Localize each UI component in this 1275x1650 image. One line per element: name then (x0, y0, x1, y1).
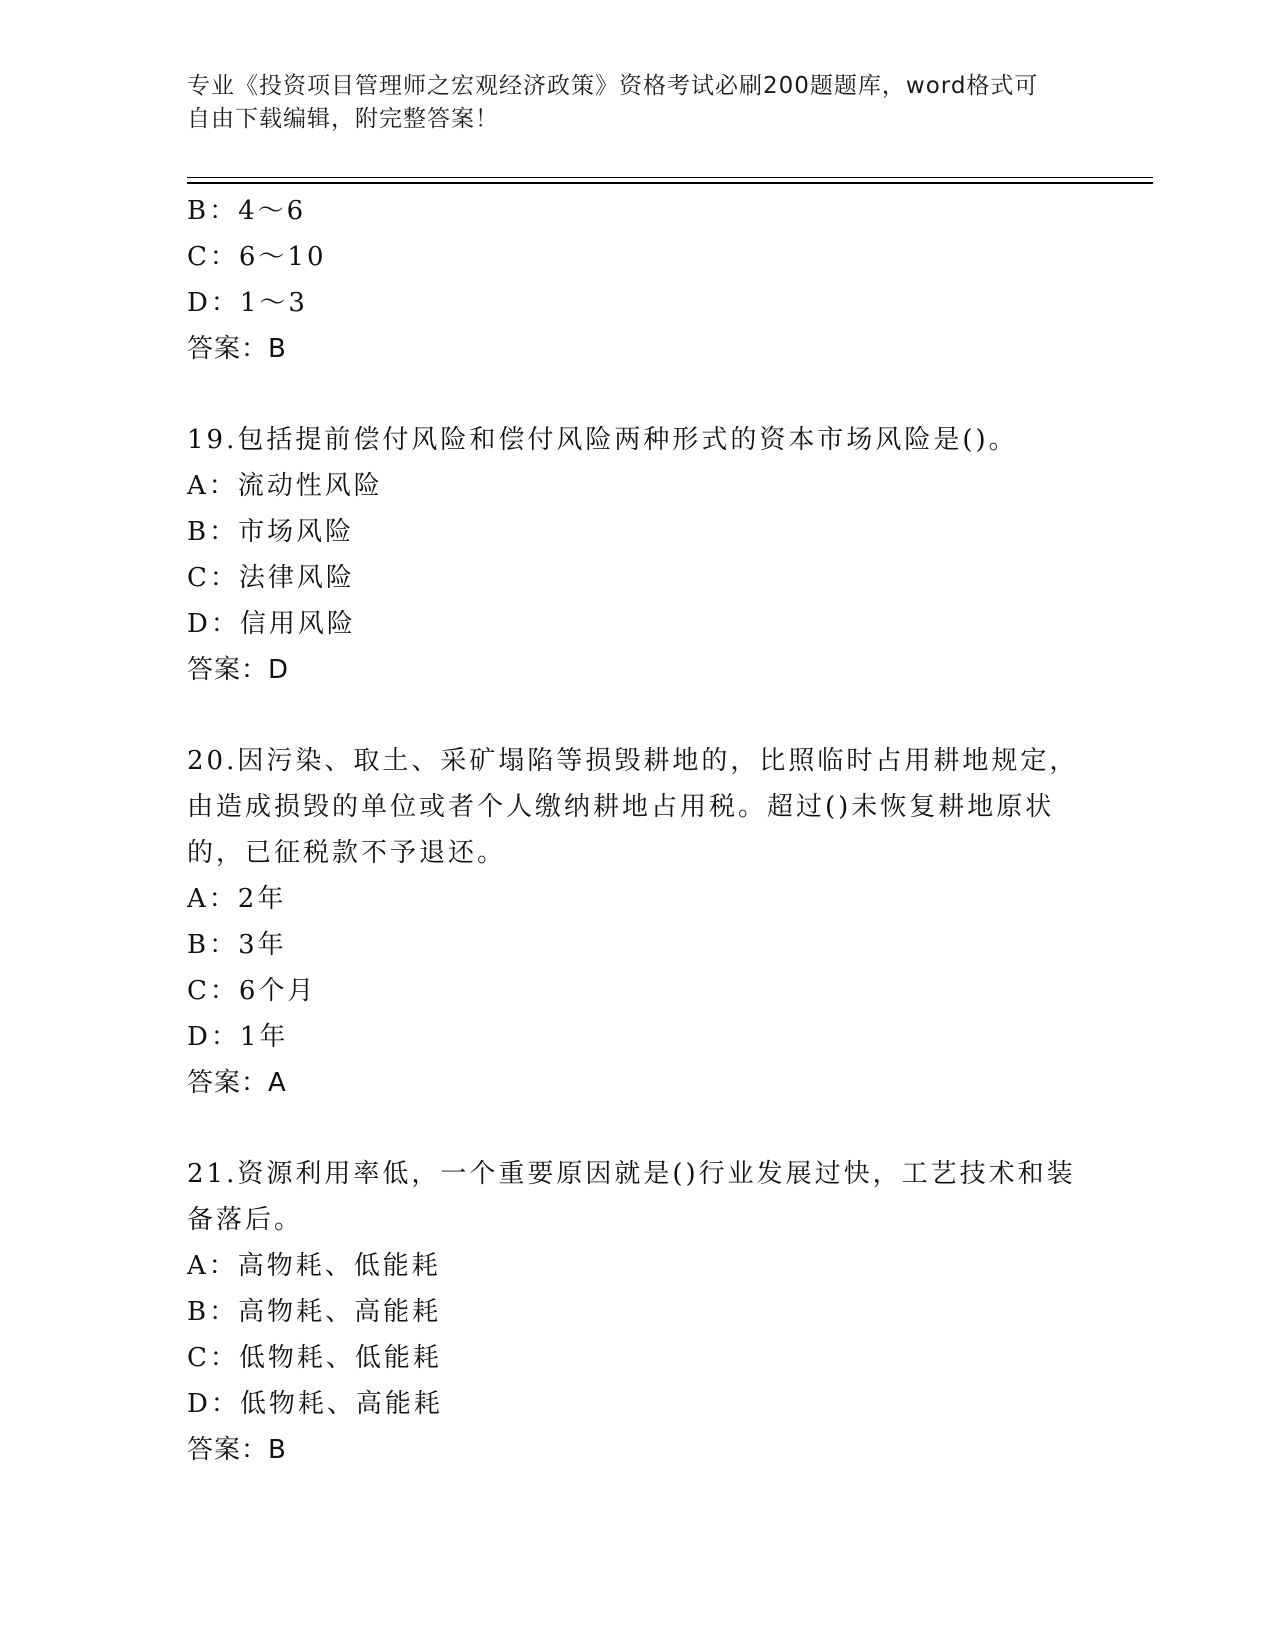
header-divider-thick (187, 182, 1153, 184)
header-line-2: 自由下载编辑，附完整答案！ (187, 106, 499, 132)
option-c: C：法律风险 (187, 563, 355, 593)
question-list (187, 188, 1087, 1473)
document-header (187, 70, 1087, 136)
option-b: B：市场风险 (187, 517, 355, 547)
question-text: 由造成损毁的单位或者个人缴纳耕地占用税。超过()未恢复耕地原状 (187, 792, 1055, 822)
option-c: C：低物耗、低能耗 (187, 1343, 442, 1373)
question-text: 20.因污染、取土、采矿塌陷等损毁耕地的，比照临时占用耕地规定， (187, 746, 1079, 776)
spacer (187, 372, 1087, 417)
option-a: A：流动性风险 (187, 471, 383, 501)
question-text: 的，已征税款不予退还。 (187, 838, 507, 868)
option-b: B：4～6 (187, 196, 307, 226)
option-d: D：1～3 (187, 288, 308, 318)
prev-question-block (187, 188, 1087, 372)
option-a: A：高物耗、低能耗 (187, 1251, 441, 1281)
option-c: C：6个月 (187, 976, 317, 1006)
question-text: 备落后。 (187, 1205, 304, 1235)
option-c: C：6～10 (187, 242, 327, 272)
option-b: B：3年 (187, 930, 287, 960)
question-text: 21.资源利用率低，一个重要原因就是()行业发展过快，工艺技术和装 (187, 1159, 1076, 1189)
answer-line: 答案：B (187, 334, 287, 364)
answer-line: 答案：D (187, 655, 290, 685)
question-text: 19.包括提前偿付风险和偿付风险两种形式的资本市场风险是()。 (187, 425, 1018, 455)
question-20 (187, 738, 1087, 1106)
spacer (187, 693, 1087, 738)
header-divider-thin (187, 177, 1153, 178)
question-19 (187, 417, 1087, 693)
header-line-1: 专业《投资项目管理师之宏观经济政策》资格考试必刷200题题库，word格式可 (187, 73, 1039, 99)
option-b: B：高物耗、高能耗 (187, 1297, 442, 1327)
option-d: D：1年 (187, 1022, 289, 1052)
question-21 (187, 1151, 1087, 1473)
answer-line: 答案：B (187, 1435, 287, 1465)
option-d: D：低物耗、高能耗 (187, 1389, 443, 1419)
spacer (187, 1106, 1087, 1151)
option-a: A：2年 (187, 884, 287, 914)
option-d: D：信用风险 (187, 609, 356, 639)
answer-line: 答案：A (187, 1068, 287, 1098)
